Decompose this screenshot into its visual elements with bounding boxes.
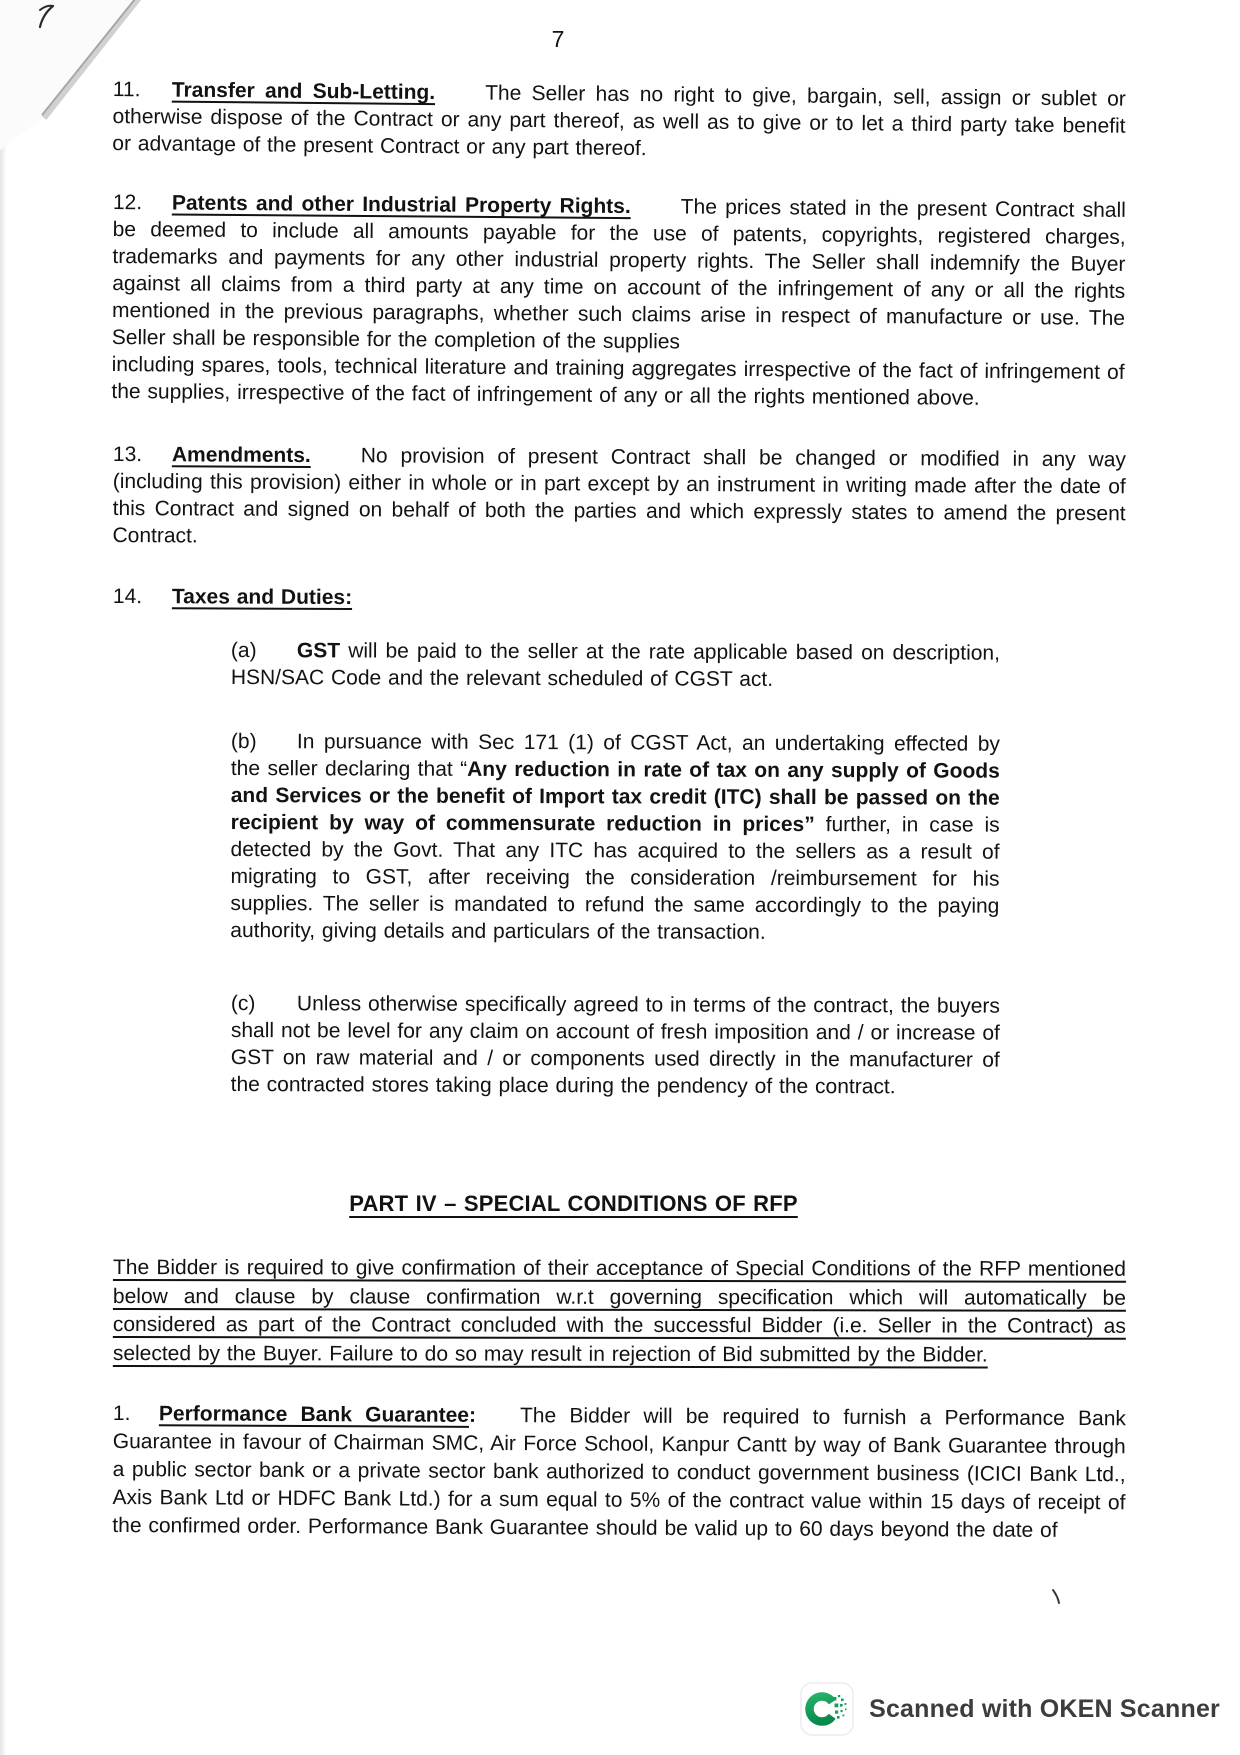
subclause-a-label: (a) <box>230 639 257 663</box>
clause-1-heading-colon: : <box>468 1403 477 1427</box>
subclause-a-gst <box>231 637 1000 694</box>
scanner-attribution-text: Scanned with OKEN Scanner <box>869 1694 1220 1723</box>
subclause-b-label: (b) <box>230 730 257 754</box>
document-body <box>113 76 1126 1540</box>
clause-12-heading: Patents and other Industrial Property Rights. <box>171 191 631 219</box>
scan-edge-shade <box>0 0 7 1755</box>
special-conditions-intro <box>113 1254 1126 1370</box>
clause-11-number: 11. <box>112 77 141 102</box>
stray-mark-artifact <box>1050 1588 1062 1606</box>
clause-12-text-part1: The prices stated in the present Contract shall be deemed to include all amounts payable for the use of patents, copyrights, registered charges, trademarks and payments for any other industrial property rights. The Seller shall indemnify the Buyer against all claims from a third party at any time on account of the infringement of any or all the rights mentioned in the previous paragraphs, whether such claims arise in respect of manufacture or use. The Seller shall be responsible for the completion of the supplies <box>111 195 1126 354</box>
clause-11-text: The Seller has no right to give, bargain, sell, assign or sublet or otherwise dispose of the Contract or any part thereof, as well as to give or to let a third party take benefit or advantage of the present Contract or any part thereof. <box>112 81 1126 161</box>
subclause-c-label: (c) <box>230 992 256 1016</box>
subclause-b-cgst-undertaking <box>230 728 1000 947</box>
clause-12-text-part2: including spares, tools, technical literature and training aggregates irrespective of the fact of infringement of the supplies, irrespective of the fact of infringement of any or all the rights mentioned above. <box>111 352 1125 410</box>
clause-1-heading: Performance Bank Guarantee <box>158 1402 470 1427</box>
clause-13-text: No provision of present Contract shall be changed or modified in any way (including this provision) either in whole or in part except by an instrument in writing made after the date of this Contract and signed on behalf of both the parties and which expressly states to amend the present Contract. <box>112 444 1126 548</box>
oken-scanner-logo-icon <box>800 1682 854 1736</box>
clause-1-text: The Bidder will be required to furnish a Performance Bank Guarantee in favour of Chairman SMC, Air Force School, Kanpur Cantt by way of Bank Guarantee through a public sector bank or a private sector bank authorized to conduct government business (ICICI Bank Ltd., Axis Bank Ltd or HDFC Bank Ltd.) for a sum equal to 5% of the contract value within 15 days of receipt of the confirmed order. Performance Bank Guarantee should be valid up to 60 days beyond the date of <box>112 1404 1126 1542</box>
clause-12-number: 12. <box>112 190 143 215</box>
clause-13-number: 13. <box>112 442 143 467</box>
scanner-attribution <box>800 1682 1220 1736</box>
clause-14-number: 14. <box>112 585 143 609</box>
part-iv-heading-block <box>67 1190 1080 1218</box>
clause-11-heading: Transfer and Sub-Letting. <box>171 78 436 105</box>
subclause-b-text: In pursuance with Sec 171 (1) of CGST Act, an undertaking effected by the seller declaring that “Any reduction in rate of tax on any supply of Goods and Services or the benefit of Import tax credit (ITC) shall be passed on the recipient by way of commensurate reduction in prices” further, in case is detected by the Govt. That any ITC has acquired to the sellers as a result of migrating to GST, after receiving the consideration /reimbursement for his supplies. The seller is mandated to refund the same accordingly to the paying authority, giving details and particulars of the transaction. <box>230 730 1000 944</box>
clause-13-amendments <box>112 441 1126 554</box>
subclause-c-fresh-imposition <box>231 990 1000 1101</box>
clause-1-number: 1. <box>112 1402 131 1426</box>
clause-12-patents-rights <box>111 189 1126 413</box>
subclause-c-text: Unless otherwise specifically agreed to in terms of the contract, the buyers shall not be level for any claim on account of fresh imposition and / or increase of GST on raw material and / or components used directly in the manufacturer of the contracted stores taking place during the pendency of the contract. <box>230 992 1000 1099</box>
clause-13-heading: Amendments. <box>171 443 311 468</box>
clause-14-taxes-duties <box>113 583 1126 614</box>
subclause-a-text: GST will be paid to the seller at the rate applicable based on description, HSN/SAC Code and the relevant scheduled of CGST act. <box>230 639 1000 691</box>
clause-1-performance-bank-guarantee <box>112 1400 1126 1545</box>
part-iv-title: PART IV – SPECIAL CONDITIONS OF RFP <box>349 1191 798 1216</box>
page-number: 7 <box>551 26 565 52</box>
clause-14-heading: Taxes and Duties: <box>171 585 353 610</box>
clause-11-transfer-subletting <box>112 76 1126 167</box>
special-conditions-intro-text: The Bidder is required to give confirmation of their acceptance of Special Conditions of the RFP mentioned below and clause by clause confirmation w.r.t governing specification which will automatically be considered as part of the Contract concluded with the successful Bidder (i.e. Seller in the Contract) as selected by the Buyer. Failure to do so may result in rejection of Bid submitted by the Bidder. <box>112 1256 1126 1367</box>
